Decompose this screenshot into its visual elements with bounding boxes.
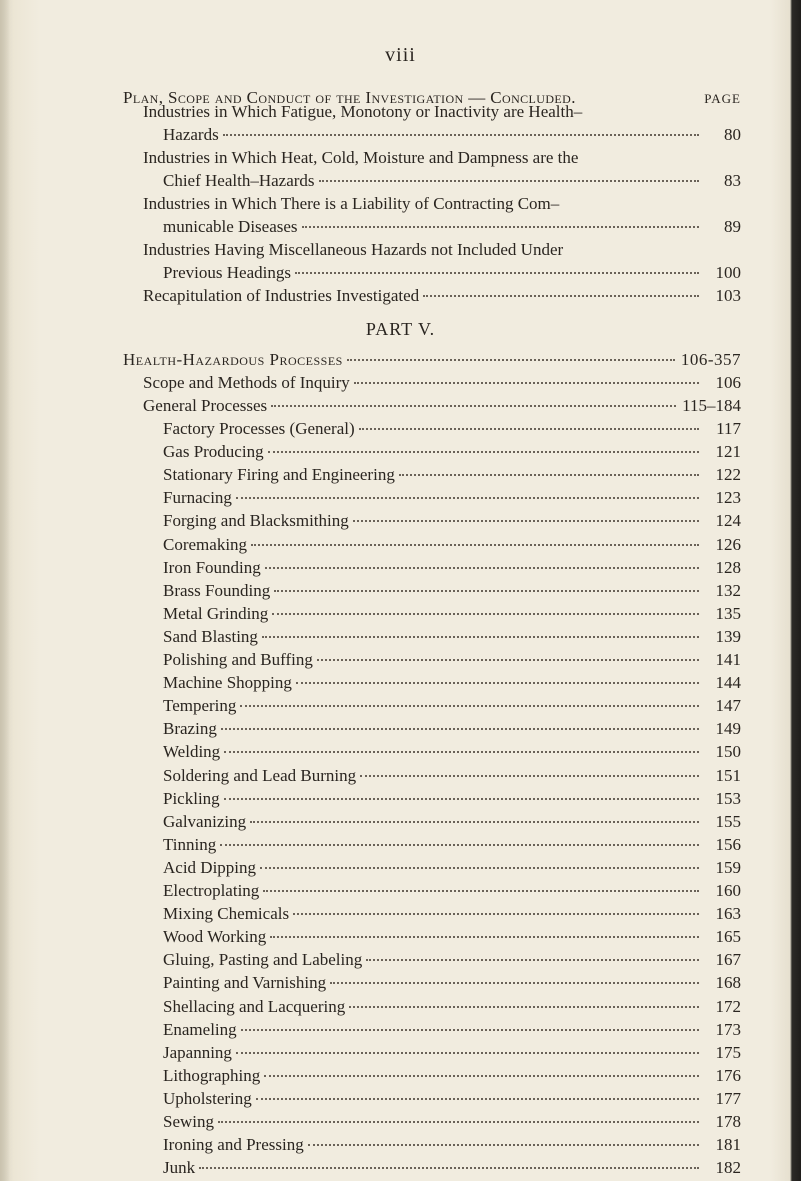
toc-entry-process xyxy=(163,881,741,901)
entry-label: Forging and Blacksmithing xyxy=(163,511,349,530)
toc-entry: municable Diseases 89 xyxy=(163,217,741,236)
dot-leader xyxy=(236,497,699,499)
entry-label: Sewing xyxy=(163,1112,214,1131)
toc-entry-line: Industries in Which There is a Liability of Contracting Com– xyxy=(143,194,560,213)
toc-entry-process xyxy=(163,419,741,439)
toc-entry: Scope and Methods of Inquiry 106 xyxy=(143,373,741,392)
dot-leader xyxy=(262,636,699,638)
entry-page-number: 128 xyxy=(715,558,741,577)
entry-label: Japanning xyxy=(163,1043,232,1062)
entry-page-number: 144 xyxy=(715,673,741,692)
toc-entry-process xyxy=(163,535,741,555)
entry-page-number: 155 xyxy=(715,812,741,831)
toc-entry-process xyxy=(163,488,741,508)
entry-page-number: 159 xyxy=(715,858,741,877)
entry-page-number: 117 xyxy=(716,419,741,438)
toc-entry-line: Industries Having Miscellaneous Hazards not Included Under xyxy=(143,240,564,259)
entry-label: Acid Dipping xyxy=(163,858,257,877)
entry-label: Machine Shopping xyxy=(163,673,292,692)
toc-entry-process xyxy=(163,766,741,786)
toc-entry-process xyxy=(163,904,741,924)
dot-leader xyxy=(236,1052,699,1054)
dot-leader xyxy=(241,1029,699,1031)
dot-leader xyxy=(399,474,699,476)
entry-label: Metal Grinding xyxy=(163,604,269,623)
toc-entry-process xyxy=(163,465,741,485)
dot-leader xyxy=(353,520,699,522)
toc-entry: Chief Health–Hazards 83 xyxy=(163,171,741,190)
toc-entry: Recapitulation of Industries Investigated 103 xyxy=(143,286,741,305)
toc-entry: General Processes 115–184 xyxy=(143,396,741,415)
entry-label: Polishing and Buffing xyxy=(163,650,313,669)
toc-entry-process xyxy=(163,511,741,531)
entry-label: Stationary Firing and Engineering xyxy=(163,465,395,484)
toc-entry-main: Health-Hazardous Processes 106-357 xyxy=(123,350,741,369)
toc-entry: Previous Headings 100 xyxy=(163,263,741,282)
toc-entry-process xyxy=(163,927,741,947)
toc-entry-process xyxy=(163,627,741,647)
dot-leader xyxy=(272,613,699,615)
entry-label: Wood Working xyxy=(163,927,267,946)
dot-leader xyxy=(296,682,699,684)
dot-leader xyxy=(366,959,699,961)
entry-page-number: 165 xyxy=(715,927,741,946)
entry-page-number: 178 xyxy=(715,1112,741,1131)
toc-entry-process xyxy=(163,973,741,993)
entry-label: Ironing and Pressing xyxy=(163,1135,304,1154)
page-column-label: PAGE xyxy=(704,91,741,106)
entry-label: Coremaking xyxy=(163,535,248,554)
dot-leader xyxy=(221,728,699,730)
entry-label: Brass Founding xyxy=(163,581,271,600)
toc-entry-process xyxy=(163,650,741,670)
dot-leader xyxy=(224,798,699,800)
dot-leader xyxy=(265,567,699,569)
entry-page-number: 150 xyxy=(715,742,741,761)
toc-entry-process xyxy=(163,835,741,855)
entry-page-number: 122 xyxy=(715,465,741,484)
toc-entry-process xyxy=(163,1043,741,1063)
entry-label: Tempering xyxy=(163,696,237,715)
entry-page-number: 160 xyxy=(715,881,741,900)
entry-label: Lithographing xyxy=(163,1066,261,1085)
toc-entry-process xyxy=(163,1112,741,1132)
entry-page-number: 168 xyxy=(715,973,741,992)
entry-page-number: 141 xyxy=(715,650,741,669)
toc-entry-process xyxy=(163,997,741,1017)
entry-label: Factory Processes (General) xyxy=(163,419,355,438)
entry-label: Pickling xyxy=(163,789,220,808)
dot-leader xyxy=(260,867,699,869)
dot-leader xyxy=(330,982,699,984)
dot-leader xyxy=(274,590,699,592)
entry-page-number: 177 xyxy=(715,1089,741,1108)
toc-entry-process xyxy=(163,442,741,462)
entry-label: Welding xyxy=(163,742,221,761)
dot-leader xyxy=(199,1167,699,1169)
entry-label: Junk xyxy=(163,1158,196,1177)
dot-leader xyxy=(263,890,699,892)
entry-page-number: 167 xyxy=(715,950,741,969)
entry-label: Gas Producing xyxy=(163,442,264,461)
entry-page-number: 132 xyxy=(715,581,741,600)
entry-label: Gluing, Pasting and Labeling xyxy=(163,950,363,969)
dot-leader xyxy=(218,1121,699,1123)
entry-page-number: 151 xyxy=(715,766,741,785)
entry-label: Shellacing and Lacquering xyxy=(163,997,346,1016)
toc-entry-process xyxy=(163,950,741,970)
entry-label: Mixing Chemicals xyxy=(163,904,290,923)
entry-label: Tinning xyxy=(163,835,217,854)
entry-page-number: 181 xyxy=(715,1135,741,1154)
toc-entry-process xyxy=(163,1089,741,1109)
entry-page-number: 156 xyxy=(715,835,741,854)
entry-page-number: 147 xyxy=(715,696,741,715)
section-title: Plan, Scope and Conduct of the Investigation — Concluded. xyxy=(123,88,576,107)
toc-entry: Hazards 80 xyxy=(163,125,741,144)
page-edge-shadow xyxy=(0,0,10,1181)
toc-entry-process xyxy=(163,719,741,739)
entry-page-number: 163 xyxy=(715,904,741,923)
dot-leader xyxy=(251,544,699,546)
toc-entry-process xyxy=(163,742,741,762)
dot-leader xyxy=(240,705,699,707)
dot-leader xyxy=(220,844,699,846)
entry-label: Sand Blasting xyxy=(163,627,258,646)
toc-entry-process xyxy=(163,1135,741,1155)
dot-leader xyxy=(359,428,699,430)
entry-label: Upholstering xyxy=(163,1089,252,1108)
toc-entry-process xyxy=(163,858,741,878)
entry-page-number: 121 xyxy=(715,442,741,461)
entry-page-number: 175 xyxy=(715,1043,741,1062)
dot-leader xyxy=(268,451,699,453)
toc-entry-process xyxy=(163,673,741,693)
entry-page-number: 135 xyxy=(715,604,741,623)
toc-entry-process xyxy=(163,789,741,809)
entry-page-number: 172 xyxy=(715,997,741,1016)
dot-leader xyxy=(349,1006,699,1008)
dot-leader xyxy=(256,1098,699,1100)
entry-page-number: 182 xyxy=(715,1158,741,1177)
entry-label: Brazing xyxy=(163,719,217,738)
entry-page-number: 149 xyxy=(715,719,741,738)
dot-leader xyxy=(308,1144,699,1146)
entry-page-number: 153 xyxy=(715,789,741,808)
page-folio: viii xyxy=(385,44,416,66)
toc-entry-process xyxy=(163,581,741,601)
entry-label: Galvanizing xyxy=(163,812,247,831)
dot-leader xyxy=(250,821,699,823)
dot-leader xyxy=(264,1075,699,1077)
toc-entry-line: Industries in Which Heat, Cold, Moisture and Dampness are the xyxy=(143,148,579,167)
dot-leader xyxy=(224,751,699,753)
entry-label: Electroplating xyxy=(163,881,260,900)
entry-page-number: 176 xyxy=(715,1066,741,1085)
toc-entry-process xyxy=(163,558,741,578)
dot-leader xyxy=(317,659,699,661)
toc-entry-process xyxy=(163,1066,741,1086)
entry-page-number: 139 xyxy=(715,627,741,646)
toc-entry-process xyxy=(163,696,741,716)
entry-label: Furnacing xyxy=(163,488,232,507)
dot-leader xyxy=(293,913,699,915)
entry-label: Painting and Varnishing xyxy=(163,973,327,992)
dot-leader xyxy=(360,775,699,777)
toc-entry-line: Industries in Which Fatigue, Monotony or Inactivity are Health– xyxy=(143,102,583,121)
entry-label: Iron Founding xyxy=(163,558,261,577)
entry-page-number: 173 xyxy=(715,1020,741,1039)
part-title: PART V. xyxy=(365,319,436,339)
toc-entry-process xyxy=(163,1020,741,1040)
toc-entry-process xyxy=(163,604,741,624)
entry-page-number: 124 xyxy=(715,511,741,530)
toc-entry-process xyxy=(163,812,741,832)
dot-leader xyxy=(270,936,699,938)
entry-page-number: 123 xyxy=(715,488,741,507)
toc-entry-process xyxy=(163,1158,741,1178)
entry-page-number: 126 xyxy=(715,535,741,554)
entry-label: Enameling xyxy=(163,1020,237,1039)
entry-label: Soldering and Lead Burning xyxy=(163,766,357,785)
